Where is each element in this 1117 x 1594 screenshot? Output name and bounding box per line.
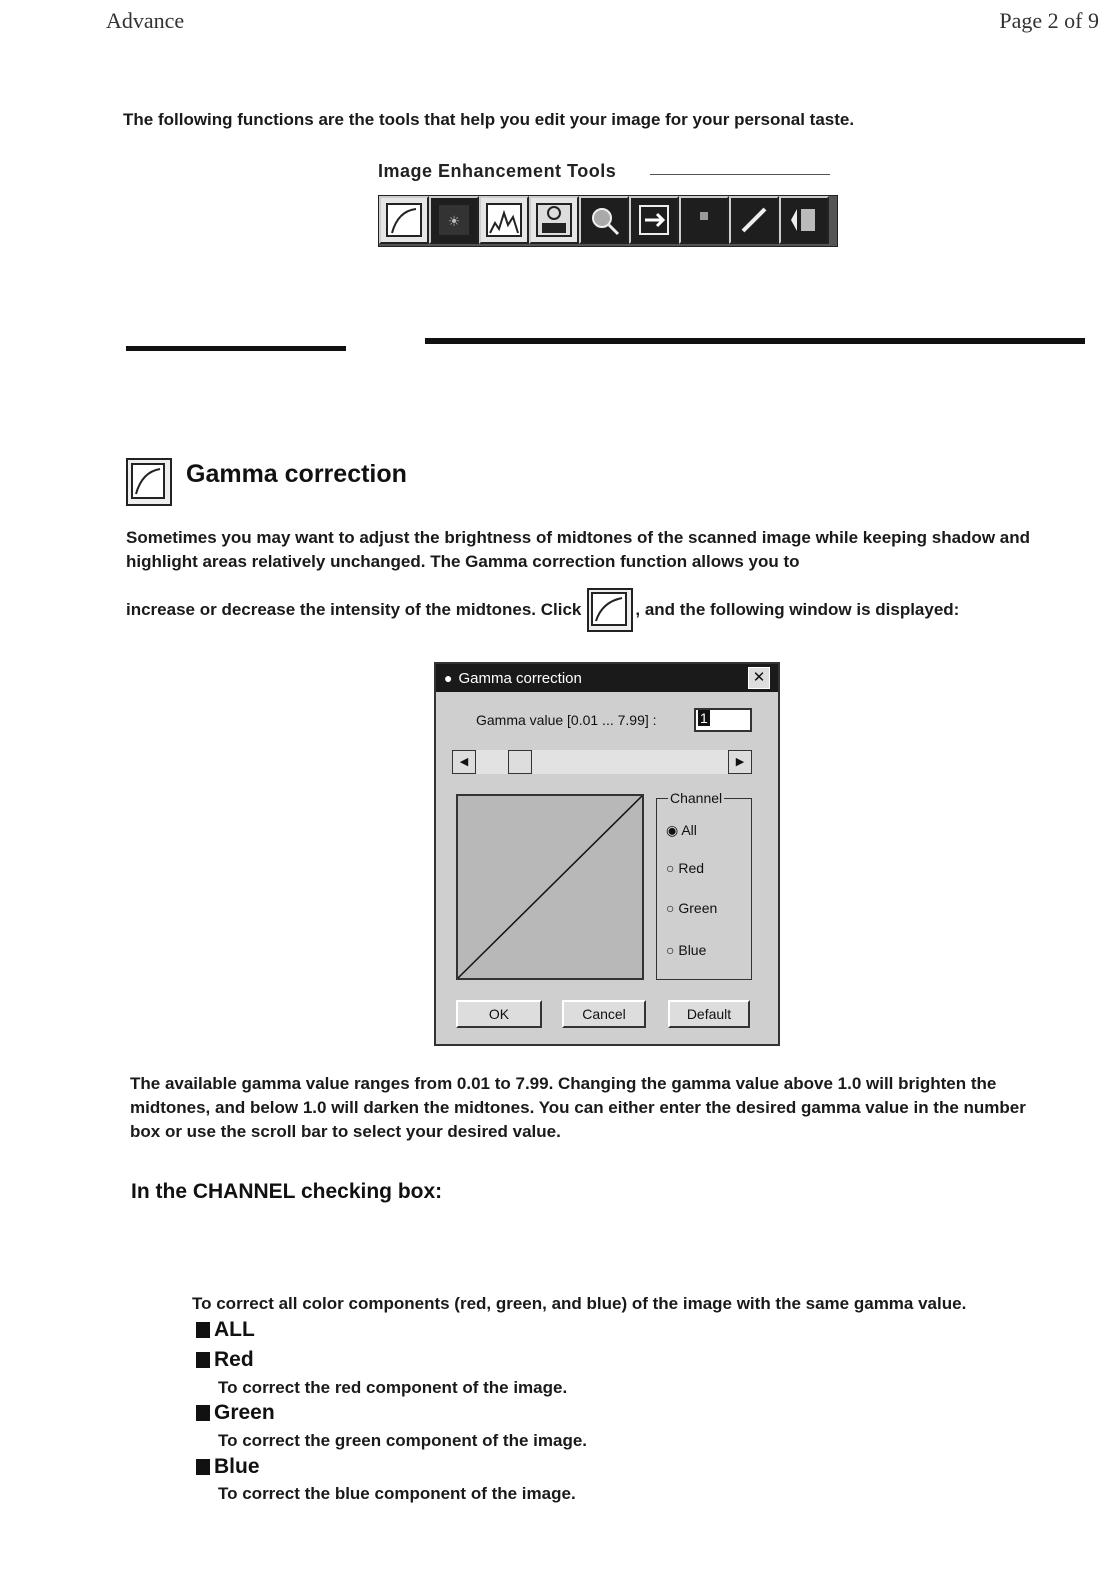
toolbar-rule [650,174,830,175]
scroll-right-arrow[interactable]: ▶ [728,750,752,774]
bullet-icon [196,1322,210,1338]
header-section: Advance [106,8,185,33]
gamma-dialog [434,662,780,1046]
dialog-title: Gamma correction [458,669,582,687]
scroll-left-arrow[interactable]: ◀ [452,750,476,774]
ok-button[interactable]: OK [456,1000,542,1028]
zoom-icon[interactable] [579,196,629,244]
separator-left [126,346,346,351]
channel-item-green: Green [196,1401,275,1425]
click-text: increase or decrease the intensity of the midtones. Click [126,600,582,619]
section-title: Gamma correction [186,460,407,488]
section-paragraph: Sometimes you may want to adjust the brightness of midtones of the scanned image while keeping shadow and highlight areas relatively unchanged. The Gamma correction function allows you to [126,528,1030,571]
all-description: To correct all color components (red, green, and blue) of the image with the same gamma value. [192,1294,967,1313]
channel-item-red: Red [196,1348,254,1372]
pen-icon[interactable] [729,196,779,244]
channel-label: Channel [670,790,723,806]
red-description: To correct the red component of the image. [218,1378,568,1397]
scroll-thumb[interactable] [508,750,532,774]
svg-text:☀: ☀ [447,214,461,230]
gamma-icon[interactable] [379,196,429,244]
brightness-icon[interactable] [429,196,479,244]
bullet-icon [196,1459,210,1475]
close-icon[interactable]: ✕ [748,667,770,689]
flip-icon[interactable] [629,196,679,244]
default-button[interactable]: Default [668,1000,750,1028]
channel-radio-all[interactable]: ◉ All [666,822,697,838]
intro-text: The following functions are the tools that help you edit your image for your personal taste. [123,110,855,129]
histogram-icon[interactable] [479,196,529,244]
toolbar-title: Image Enhancement Tools [378,161,617,181]
channel-item-all: ALL [196,1318,255,1342]
cancel-button[interactable]: Cancel [562,1000,646,1028]
blue-description: To correct the blue component of the image. [218,1484,576,1503]
app-icon: ● [444,670,453,686]
gamma-range-paragraph: The available gamma value ranges from 0.01 to 7.99. Changing the gamma value above 1.0 will brighten the midtones, and below 1.0 will darken the midtones. You can either enter the desired gamma value in the number box or use the scroll bar to select your desired value. [130,1074,1026,1141]
channel-radio-red[interactable]: ○ Red [666,860,705,876]
gamma-value-input[interactable]: 1 [694,708,752,732]
section-paragraph-line [126,588,1096,632]
enhancement-toolbar [378,195,838,247]
bullet-icon [196,1352,210,1368]
window-text: , and the following window is displayed: [635,600,960,619]
channel-heading: In the CHANNEL checking box: [131,1180,443,1203]
gamma-scrollbar[interactable] [452,750,752,774]
radio-selected-icon: ◉ [666,822,679,838]
channel-item-blue: Blue [196,1455,260,1479]
page-number: Page 2 of 9 [999,8,1099,33]
gamma-icon [587,588,633,632]
dialog-titlebar [436,664,778,692]
separator-right [425,338,1085,344]
green-description: To correct the green component of the image. [218,1431,588,1450]
channel-radio-blue[interactable]: ○ Blue [666,942,707,958]
scan-icon[interactable] [679,196,729,244]
channel-radio-green[interactable]: ○ Green [666,900,718,916]
gamma-value-label: Gamma value [0.01 ... 7.99] : [476,712,657,728]
gamma-icon [126,458,172,506]
radio-icon: ○ [666,860,675,876]
color-balance-icon[interactable] [529,196,579,244]
radio-icon: ○ [666,900,675,916]
radio-icon: ○ [666,942,675,958]
gamma-curve-preview [456,794,644,980]
bullet-icon [196,1405,210,1421]
mirror-icon[interactable] [779,196,829,244]
